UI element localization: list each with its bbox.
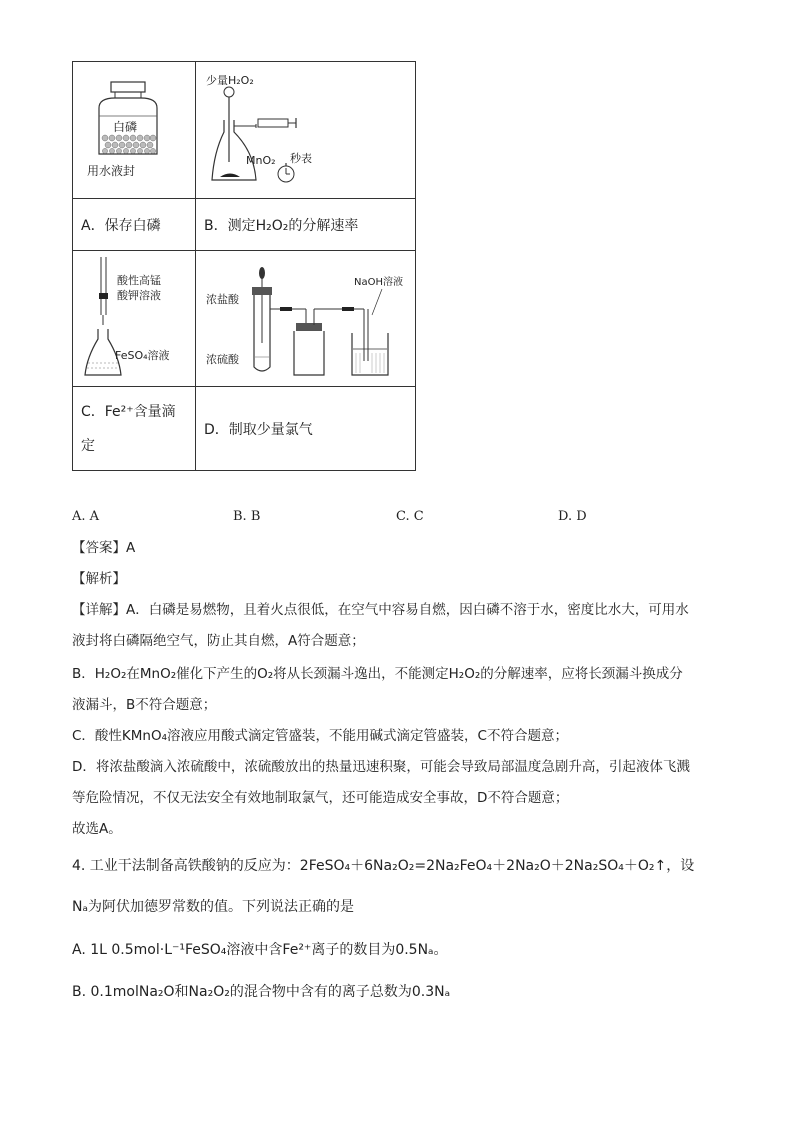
kmno4-label-line1: 酸性高锰 bbox=[117, 274, 161, 287]
feso4-label: FeSO₄溶液 bbox=[115, 349, 170, 362]
apparatus-table bbox=[72, 61, 416, 471]
timer-label: 秒表 bbox=[290, 152, 312, 165]
mno2-label: MnO₂ bbox=[246, 154, 276, 167]
h2so4-label: 浓硫酸 bbox=[206, 353, 239, 366]
naoh-label: NaOH溶液 bbox=[354, 277, 403, 288]
cell-b-figure bbox=[196, 62, 416, 199]
option-b: B. B bbox=[233, 509, 261, 524]
question-4-option-b: B. 0.1molNa₂O和Na₂O₂的混合物中含有的离子总数为0.3Nₐ bbox=[72, 984, 451, 1000]
caption-c bbox=[73, 395, 195, 463]
kmno4-label bbox=[117, 273, 161, 303]
caption-b: B．测定H₂O₂的分解速率 bbox=[204, 217, 359, 234]
explanation-line: B．H₂O₂在MnO₂催化下产生的O₂将从长颈漏斗逸出，不能测定H₂O₂的分解速率，应将长颈漏斗换成分 bbox=[72, 666, 683, 682]
question-4-stem-continued: Nₐ为阿伏加德罗常数的值。下列说法正确的是 bbox=[72, 899, 354, 915]
water-seal-label: 用水液封 bbox=[87, 164, 136, 178]
question-4-option-a: A. 1L 0.5mol·L⁻¹FeSO₄溶液中含Fe²⁺离子的数目为0.5Nₐ。 bbox=[72, 942, 448, 958]
caption-a: A．保存白磷 bbox=[81, 217, 161, 234]
cell-b-caption bbox=[196, 199, 416, 251]
caption-c-line1: C．Fe²⁺含量滴 bbox=[81, 403, 176, 420]
cell-c-figure bbox=[73, 251, 196, 387]
hcl-label: 浓盐酸 bbox=[206, 293, 239, 306]
option-c: C. C bbox=[396, 509, 424, 524]
explanation-line: 等危险情况，不仅无法安全有效地制取氯气，还可能造成安全事故，D不符合题意； bbox=[72, 790, 569, 806]
explanation-line: C．酸性KMnO₄溶液应用酸式滴定管盛装，不能用碱式滴定管盛装，C不符合题意； bbox=[72, 728, 568, 744]
cell-d-figure bbox=[196, 251, 416, 387]
kmno4-label-line2: 酸钾溶液 bbox=[117, 289, 161, 302]
titration-figure bbox=[73, 251, 195, 386]
cell-c-caption bbox=[73, 387, 196, 471]
h2o2-label: 少量H₂O₂ bbox=[206, 74, 254, 87]
explanation-line: 液漏斗，B不符合题意； bbox=[72, 697, 217, 713]
analysis-heading: 【解析】 bbox=[72, 571, 126, 587]
caption-d: D．制取少量氯气 bbox=[204, 421, 313, 438]
option-d: D. D bbox=[558, 509, 587, 524]
explanation-line: 液封将白磷隔绝空气，防止其自燃，A符合题意； bbox=[72, 633, 365, 649]
answer-heading: 【答案】A bbox=[72, 540, 136, 556]
cell-a-caption bbox=[73, 199, 196, 251]
explanation-line: D．将浓盐酸滴入浓硫酸中，浓硫酸放出的热量迅速积聚，可能会导致局部温度急剧升高，引起液体飞溅 bbox=[72, 759, 690, 775]
question-4-stem: 4. 工业干法制备高铁酸钠的反应为：2FeSO₄＋6Na₂O₂=2Na₂FeO₄＋2Na₂O＋2Na₂SO₄＋O₂↑，设 bbox=[72, 858, 695, 874]
option-a: A. A bbox=[72, 509, 100, 524]
cell-d-caption bbox=[196, 387, 416, 471]
caption-c-line2: 定 bbox=[81, 437, 95, 454]
explanation-line: 【详解】A．白磷是易燃物，且着火点很低，在空气中容易自燃，因白磷不溶于水，密度比水大，可用水 bbox=[72, 602, 689, 618]
cell-a-figure bbox=[73, 62, 196, 199]
explanation-line: 故选A。 bbox=[72, 821, 122, 837]
jar-label: 白磷 bbox=[113, 120, 138, 134]
